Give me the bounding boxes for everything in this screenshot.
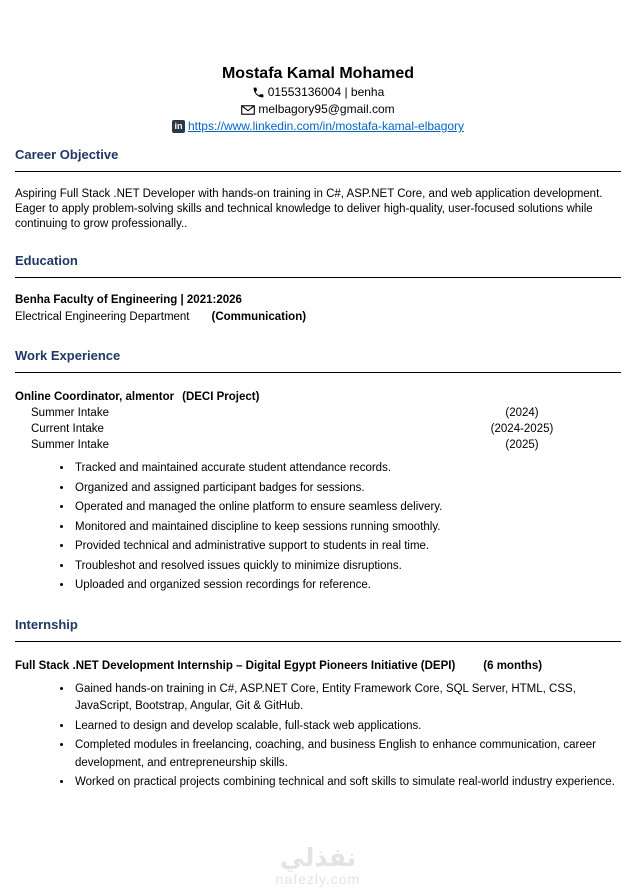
intake-period: (2024-2025) <box>490 423 554 436</box>
linkedin-link[interactable]: https://www.linkedin.com/in/mostafa-kamal-elbagory <box>187 119 465 133</box>
internship-bullet: • Learned to design and develop scalable, full-stack web applications. <box>73 718 621 736</box>
section-rule <box>15 641 621 642</box>
work-bullet: • Provided technical and administrative support to students in real time. <box>73 538 621 556</box>
section-title-education: Education <box>15 253 78 269</box>
email-icon <box>241 105 255 115</box>
work-project: (DECI Project) <box>182 391 260 404</box>
section-rule <box>15 277 621 278</box>
section-rule <box>15 372 621 373</box>
phone-text: 01553136004 | benha <box>267 85 385 99</box>
internship-bullet: • Completed modules in freelancing, coaching, and business English to enhance communication, career development, and entrepreneurship skills. <box>73 737 621 772</box>
candidate-name: Mostafa Kamal Mohamed <box>221 65 415 82</box>
intake-period: (2025) <box>505 439 539 452</box>
resume-header <box>15 0 621 135</box>
section-education <box>15 253 621 326</box>
intake-row <box>15 405 621 421</box>
intake-label: Summer Intake <box>31 439 109 452</box>
career-objective-text: Aspiring Full Stack .NET Developer with hands-on training in C#, ASP.NET Core, and web application development. Eager to apply problem-solving skills and technical knowledge to deliver high-quality, user-focused solutions while continuing to grow professionally.. <box>15 188 603 230</box>
intake-label: Current Intake <box>31 423 104 436</box>
email-row <box>15 101 621 118</box>
phone-icon <box>252 86 265 99</box>
internship-duration: (6 months) <box>483 659 543 672</box>
watermark-arabic-logo: نفذلي <box>279 844 357 872</box>
intake-period: (2024) <box>505 407 539 420</box>
work-bullet: • Organized and assigned participant badges for sessions. <box>73 480 621 498</box>
education-school: Benha Faculty of Engineering | 2021:2026 <box>15 294 242 307</box>
section-title-work-experience: Work Experience <box>15 348 121 364</box>
email-text: melbagory95@gmail.com <box>258 102 395 116</box>
internship-bullets <box>15 681 621 792</box>
work-role-row <box>15 389 621 405</box>
section-work-experience <box>15 348 621 595</box>
internship-role: Full Stack .NET Development Internship – Digital Egypt Pioneers Initiative (DEPI) <box>15 659 456 672</box>
intake-label: Summer Intake <box>31 407 109 420</box>
phone-row <box>15 84 621 101</box>
internship-bullet: • Gained hands-on training in C#, ASP.NET Core, Entity Framework Core, SQL Server, HTML, CSS, JavaScript, Bootstrap, Angular, Git & GitHub. <box>73 681 621 716</box>
education-specialization: (Communication) <box>211 311 307 324</box>
intake-row <box>15 421 621 437</box>
work-bullet: • Uploaded and organized session recordings for reference. <box>73 577 621 595</box>
linkedin-row <box>15 118 621 135</box>
work-role: Online Coordinator, almentor <box>15 391 175 404</box>
section-rule <box>15 171 621 172</box>
section-title-internship: Internship <box>15 616 78 632</box>
work-bullet: • Monitored and maintained discipline to keep sessions running smoothly. <box>73 519 621 537</box>
watermark <box>0 845 636 887</box>
education-entry <box>15 292 621 326</box>
section-title-career-objective: Career Objective <box>15 147 119 162</box>
work-bullets <box>15 460 621 595</box>
work-bullet: • Troubleshot and resolved issues quickly to minimize disruptions. <box>73 558 621 576</box>
internship-role-row <box>15 658 621 674</box>
section-career-objective <box>15 147 621 231</box>
internship-bullet: • Worked on practical projects combining technical and soft skills to simulate real-world industry experience. <box>73 774 621 792</box>
education-department-row <box>15 309 621 326</box>
section-internship <box>15 617 621 792</box>
work-bullet: • Operated and managed the online platform to ensure seamless delivery. <box>73 499 621 517</box>
watermark-site-name: nafezly.com <box>275 871 361 887</box>
education-department: Electrical Engineering Department <box>15 311 190 324</box>
intake-row <box>15 437 621 453</box>
work-bullet: • Tracked and maintained accurate student attendance records. <box>73 460 621 478</box>
linkedin-icon: in <box>172 120 185 133</box>
